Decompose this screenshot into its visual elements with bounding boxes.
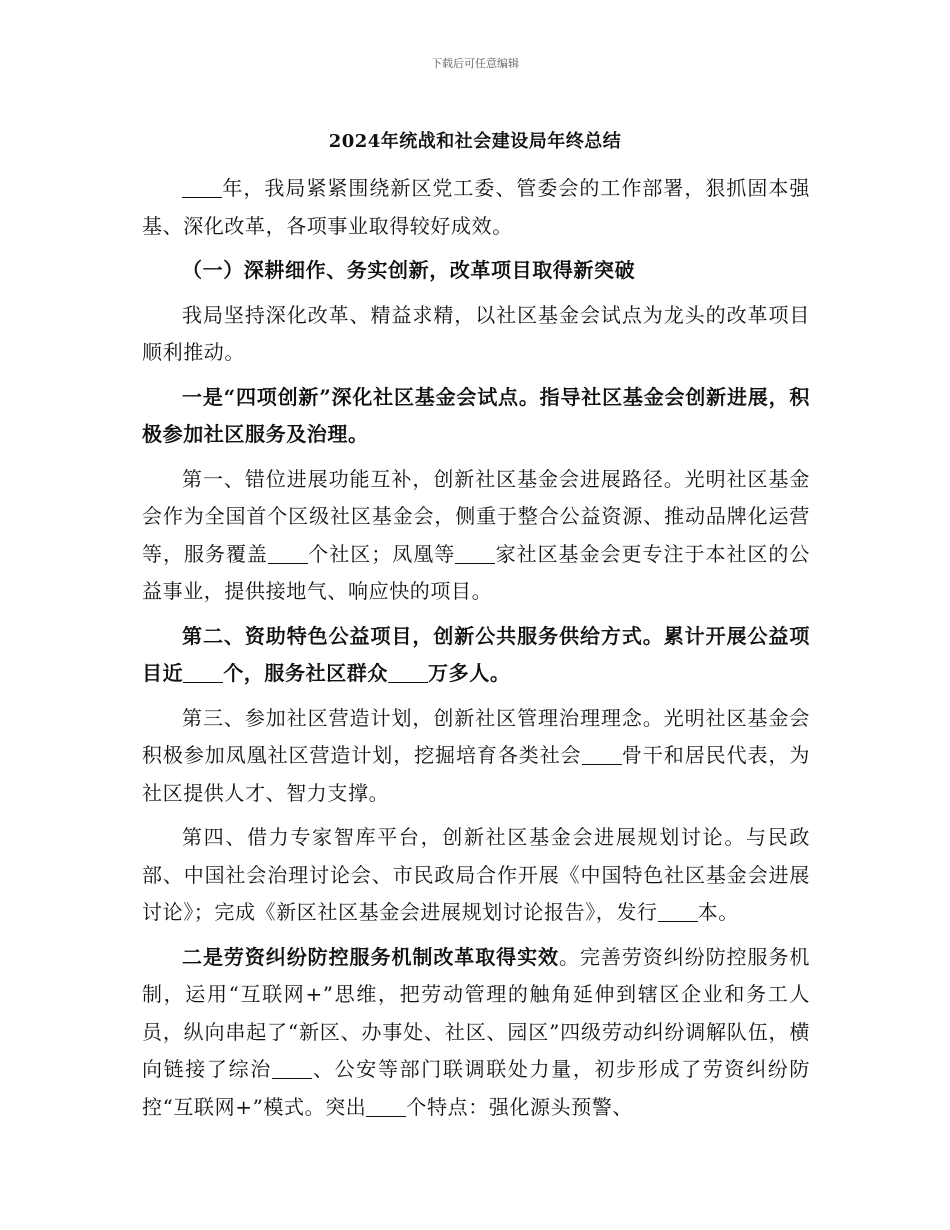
paragraph-text: 一是“四项创新”深化社区基金会试点。指导社区基金会创新进展，积极参加社区服务及治理。 bbox=[142, 384, 810, 446]
paragraph-text: 个社区；凤凰等 bbox=[307, 541, 456, 566]
paragraph-text: 第三、参加社区营造计划，创新社区管理治理理念。光明社区基金会积极参加凤凰社区营造计划，挖掘培育各类社会 bbox=[142, 705, 810, 767]
paragraph-text: 、公安等部门联调联处力量，初步形成了劳资纠纷防控“互联网+”模式。突出 bbox=[142, 1057, 810, 1119]
paragraph bbox=[142, 379, 810, 454]
fill-in-blank bbox=[455, 543, 495, 564]
paragraph-text: 个，服务社区群众 bbox=[223, 661, 389, 685]
fill-in-blank bbox=[182, 177, 222, 198]
paragraph-text: 骨干和居民代表，为社区提供人才、智力支撑。 bbox=[142, 743, 810, 805]
paragraph-text: （一）深耕细作、务实创新，改革项目取得新突破 bbox=[182, 258, 636, 282]
paragraph-text: 我局坚持深化改革、精益求精，以社区基金会试点为龙头的改革项目顺利推动。 bbox=[142, 302, 810, 364]
paragraph bbox=[142, 618, 810, 693]
paragraph bbox=[142, 461, 810, 611]
paragraph bbox=[142, 170, 810, 245]
paragraph bbox=[142, 700, 810, 813]
fill-in-blank bbox=[272, 1058, 312, 1079]
fill-in-blank bbox=[183, 662, 223, 683]
paragraph-text: 。完善劳资纠纷防控服务机制，运用“互联网+”思维，把劳动管理的触角延伸到辖区企业和务工人员，纵向串起了“新区、办事处、社区、园区”四级劳动纠纷调解队伍，横向链接了综治 bbox=[142, 944, 810, 1081]
paragraph-text: 第二、资助特色公益项目，创新公共服务供给方式。累计开展公益项目近 bbox=[142, 623, 810, 685]
paragraph bbox=[142, 252, 810, 290]
fill-in-blank bbox=[268, 543, 308, 564]
paragraph-text: 个特点：强化源头预警、 bbox=[406, 1094, 634, 1119]
paragraph-text: 家社区基金会更专注于本社区的公益事业，提供接地气、响应快的项目。 bbox=[142, 541, 811, 603]
fill-in-blank bbox=[658, 901, 698, 922]
paragraph-text: 第四、借力专家智库平台，创新社区基金会进展规划讨论。与民政部、中国社会治理讨论会、市民政局合作开展《中国特色社区基金会进展讨论》；完成《新区社区基金会进展规划讨论报告》，发行 bbox=[142, 825, 810, 924]
fill-in-blank bbox=[582, 744, 622, 765]
header-note: 下载后可任意编辑 bbox=[431, 57, 519, 70]
paragraph-text: 本。 bbox=[697, 900, 739, 924]
paragraph-text: 第一、错位进展功能互补，创新社区基金会进展路径。光明社区基金会作为全国首个区级社区基金会，侧重于整合公益资源、推动品牌化运营等，服务覆盖 bbox=[142, 466, 810, 566]
document-body bbox=[142, 170, 810, 1126]
paragraph bbox=[142, 297, 810, 372]
paragraph-text: 年，我局紧紧围绕新区党工委、管委会的工作部署，狠抓固本强基、深化改革，各项事业取得较好成效。 bbox=[142, 176, 810, 238]
paragraph bbox=[142, 819, 810, 932]
paragraph bbox=[142, 939, 810, 1127]
paragraph-text: 二是劳资纠纷防控服务机制改革取得实效 bbox=[182, 944, 559, 969]
fill-in-blank bbox=[388, 662, 428, 683]
paragraph-text: 万多人。 bbox=[428, 661, 511, 685]
document-title: 2024年统战和社会建设局年终总结 bbox=[328, 131, 622, 152]
fill-in-blank bbox=[366, 1096, 406, 1117]
